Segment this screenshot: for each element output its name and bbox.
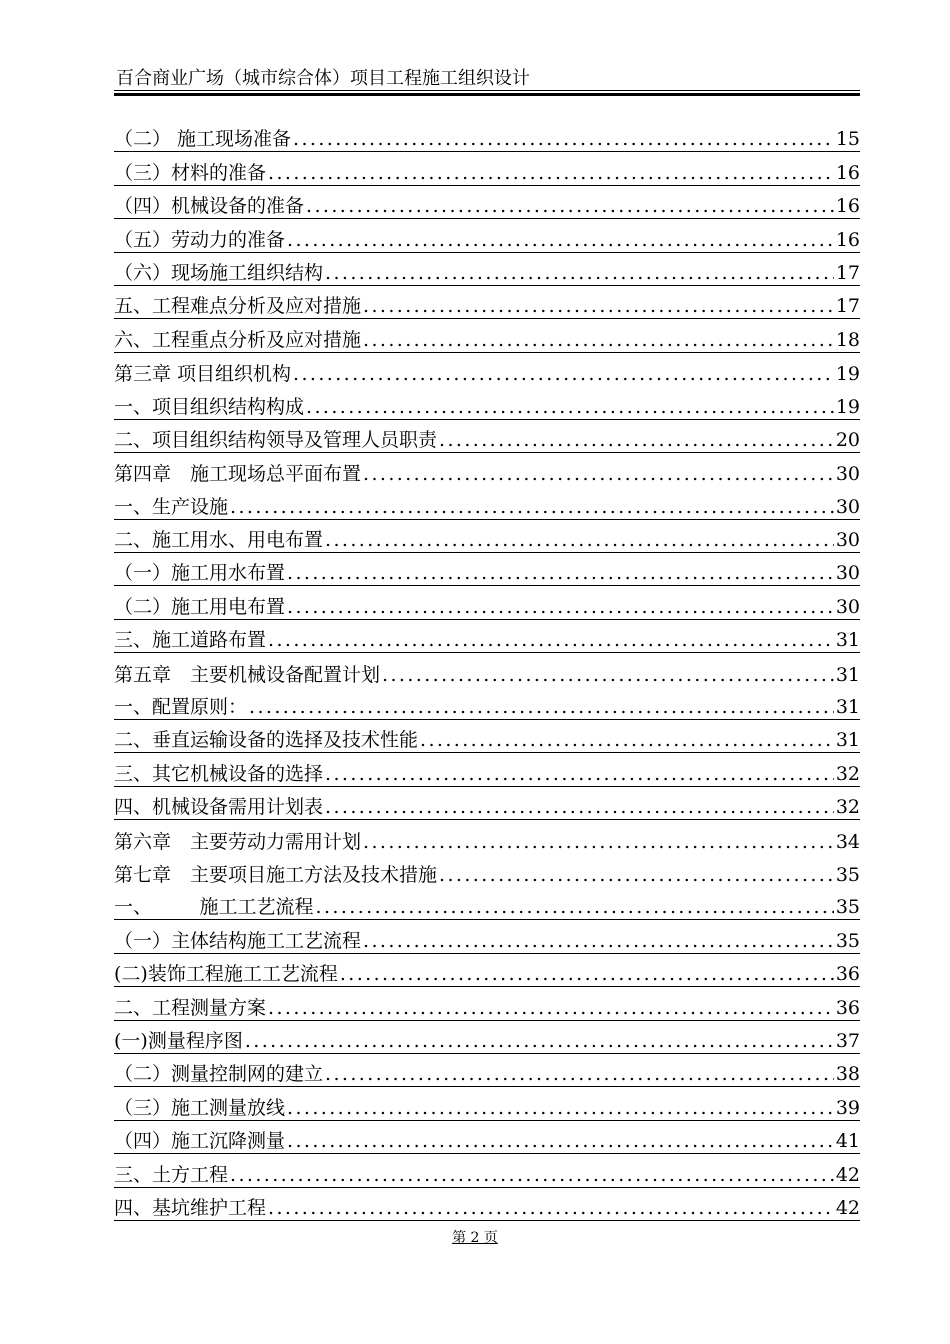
toc-entry[interactable] [114, 589, 860, 622]
toc-entry-label: 第五章 主要机械设备配置计划 [114, 663, 381, 686]
toc-entry[interactable] [114, 122, 860, 155]
toc-entry-page: 36 [835, 963, 860, 986]
toc-entry [114, 656, 860, 689]
toc-entry [114, 456, 860, 489]
toc-entry[interactable] [114, 322, 860, 355]
toc-entry[interactable] [114, 1191, 860, 1224]
toc-dot-leader [340, 962, 834, 986]
toc-dot-leader [363, 328, 834, 352]
toc-entry-label: 二、垂直运输设备的选择及技术性能 [114, 729, 419, 752]
toc-entry[interactable] [114, 389, 860, 422]
toc-dot-leader [363, 929, 834, 953]
toc-entry-page: 17 [835, 261, 860, 284]
toc-dot-leader [230, 1163, 834, 1187]
toc-entry-page: 16 [835, 161, 860, 184]
toc-entry [114, 823, 860, 856]
toc-entry-page: 30 [835, 529, 860, 552]
page-footer [0, 1227, 950, 1247]
toc-entry-label: 三、土方工程 [114, 1163, 229, 1186]
toc-entry-line [114, 1163, 860, 1188]
document-title: 百合商业广场（城市综合体）项目工程施工组织设计 [116, 68, 530, 89]
toc-entry-line [114, 428, 860, 453]
toc-entry[interactable] [114, 923, 860, 956]
toc-entry-page: 35 [835, 896, 860, 919]
toc-entry-label: 二、工程测量方案 [114, 996, 267, 1019]
toc-entry-line [114, 528, 860, 553]
toc-entry-label: 一、项目组织结构构成 [114, 395, 305, 418]
toc-dot-leader [325, 261, 834, 285]
toc-entry-label: 一、配置原则： [114, 696, 248, 719]
toc-entry-label: （三）材料的准备 [114, 161, 267, 184]
header-rule-thick [114, 93, 860, 96]
toc-entry[interactable] [114, 155, 860, 188]
toc-entry[interactable] [114, 222, 860, 255]
toc-entry-label: (一)测量程序图 [114, 1029, 243, 1052]
toc-dot-leader [325, 1062, 834, 1086]
toc-entry-line [114, 228, 860, 253]
toc-entry [114, 857, 860, 890]
toc-entry-page: 18 [835, 328, 860, 351]
toc-entry-page: 34 [835, 830, 860, 853]
toc-dot-leader [268, 1196, 834, 1220]
toc-dot-leader [287, 595, 834, 619]
toc-entry-label: 三、施工道路布置 [114, 629, 267, 652]
toc-entry-label: 第七章 主要项目施工方法及技术措施 [114, 863, 438, 886]
toc-entry-line [114, 595, 860, 620]
toc-entry-line [114, 795, 860, 820]
toc-dot-leader [325, 762, 834, 786]
toc-entry-page: 31 [835, 629, 860, 652]
toc-dot-leader [287, 1096, 834, 1120]
toc-entry-line [114, 1029, 860, 1054]
toc-entry-line [114, 830, 860, 854]
toc-entry-label: （二）施工用电布置 [114, 595, 286, 618]
table-of-contents [114, 122, 860, 1224]
toc-entry[interactable] [114, 1157, 860, 1190]
toc-entry[interactable] [114, 289, 860, 322]
toc-entry-label: （四）施工沉降测量 [114, 1130, 286, 1153]
toc-entry-page: 30 [835, 495, 860, 518]
toc-entry-line [114, 996, 860, 1021]
toc-entry-line [114, 863, 860, 887]
toc-dot-leader [287, 228, 834, 252]
toc-entry-label: 二、施工用水、用电布置 [114, 529, 324, 552]
toc-dot-leader [268, 996, 834, 1020]
toc-entry[interactable] [114, 523, 860, 556]
toc-entry-label: 第四章 施工现场总平面布置 [114, 463, 362, 486]
toc-entry-line [114, 127, 860, 152]
toc-dot-leader [382, 663, 834, 687]
toc-entry-label: （四）机械设备的准备 [114, 195, 305, 218]
toc-dot-leader [439, 428, 834, 452]
toc-entry-line [114, 1196, 860, 1221]
toc-dot-leader [439, 863, 834, 887]
toc-entry-page: 38 [835, 1063, 860, 1086]
toc-entry[interactable] [114, 623, 860, 656]
toc-entry-label: 四、机械设备需用计划表 [114, 796, 324, 819]
toc-entry-page: 39 [835, 1096, 860, 1119]
toc-dot-leader [293, 362, 834, 386]
toc-entry-page: 42 [835, 1163, 860, 1186]
toc-entry-page: 31 [835, 696, 860, 719]
toc-entry-label: （一）主体结构施工工艺流程 [114, 929, 362, 952]
toc-entry-page: 32 [835, 762, 860, 785]
toc-dot-leader [363, 462, 834, 486]
toc-entry-label: （一）施工用水布置 [114, 562, 286, 585]
toc-entry-page: 35 [835, 929, 860, 952]
toc-entry[interactable] [114, 1090, 860, 1123]
toc-entry-line [114, 462, 860, 486]
toc-entry-page: 32 [835, 796, 860, 819]
toc-entry-line [114, 929, 860, 954]
toc-entry-page: 30 [835, 562, 860, 585]
toc-entry[interactable] [114, 489, 860, 522]
toc-entry-line [114, 1062, 860, 1087]
toc-entry-page: 30 [835, 595, 860, 618]
toc-entry[interactable] [114, 990, 860, 1023]
toc-entry-line [114, 261, 860, 286]
header-rule-thin [114, 90, 860, 91]
toc-entry[interactable] [114, 1024, 860, 1057]
toc-dot-leader [306, 194, 834, 218]
toc-entry-line [114, 1096, 860, 1121]
toc-entry[interactable] [114, 1124, 860, 1157]
toc-entry-line [114, 628, 860, 653]
toc-entry-line [114, 495, 860, 520]
toc-dot-leader [325, 528, 834, 552]
page-number: 第 2 页 [452, 1230, 498, 1246]
toc-entry[interactable] [114, 256, 860, 289]
toc-entry[interactable] [114, 723, 860, 756]
toc-entry-page: 15 [835, 128, 860, 151]
toc-dot-leader [230, 495, 834, 519]
toc-entry-line [114, 362, 860, 386]
toc-entry-page: 16 [835, 195, 860, 218]
toc-entry-line [114, 328, 860, 353]
toc-dot-leader [268, 161, 834, 185]
toc-entry-page: 35 [835, 863, 860, 886]
toc-entry[interactable] [114, 189, 860, 222]
toc-entry-page: 17 [835, 295, 860, 318]
toc-entry-page: 42 [835, 1196, 860, 1219]
toc-entry-page: 31 [835, 663, 860, 686]
toc-entry-page: 36 [835, 996, 860, 1019]
toc-entry-line [114, 194, 860, 219]
toc-entry-label: 一、生产设施 [114, 495, 229, 518]
toc-entry[interactable] [114, 1057, 860, 1090]
toc-entry-label: （二） 施工现场准备 [114, 128, 292, 151]
toc-entry-label: 第三章 项目组织机构 [114, 363, 292, 386]
toc-entry-page: 30 [835, 463, 860, 486]
toc-entry-label: （六）现场施工组织结构 [114, 261, 324, 284]
toc-entry-line [114, 663, 860, 687]
toc-entry[interactable] [114, 690, 860, 723]
toc-entry-page: 31 [835, 729, 860, 752]
toc-entry-label: 六、工程重点分析及应对措施 [114, 328, 362, 351]
toc-dot-leader [249, 695, 834, 719]
toc-entry-line [114, 962, 860, 987]
toc-entry-page: 16 [835, 228, 860, 251]
page-header [114, 62, 860, 94]
toc-dot-leader [316, 895, 834, 919]
toc-entry-label: (二)装饰工程施工工艺流程 [114, 963, 338, 986]
toc-entry-page: 19 [835, 363, 860, 386]
toc-dot-leader [287, 1129, 834, 1153]
toc-entry-page: 37 [835, 1029, 860, 1052]
toc-entry-line [114, 1129, 860, 1154]
toc-entry-line [114, 762, 860, 787]
toc-dot-leader [363, 294, 834, 318]
toc-entry-line [114, 561, 860, 586]
toc-entry-line [114, 728, 860, 753]
toc-entry-line [114, 294, 860, 319]
toc-dot-leader [287, 561, 834, 585]
toc-entry-label: 三、其它机械设备的选择 [114, 762, 324, 785]
toc-entry-line [114, 161, 860, 186]
toc-entry[interactable] [114, 790, 860, 823]
toc-entry[interactable] [114, 890, 860, 923]
toc-dot-leader [268, 628, 834, 652]
toc-entry [114, 356, 860, 389]
toc-entry-label: 一、 施工工艺流程 [114, 896, 314, 919]
toc-dot-leader [325, 795, 834, 819]
toc-entry-page: 20 [835, 428, 860, 451]
toc-entry[interactable] [114, 556, 860, 589]
toc-entry-page: 41 [835, 1130, 860, 1153]
toc-entry-label: 四、基坑维护工程 [114, 1196, 267, 1219]
toc-entry[interactable] [114, 423, 860, 456]
toc-entry-label: （二）测量控制网的建立 [114, 1063, 324, 1086]
toc-entry[interactable] [114, 756, 860, 789]
toc-entry-label: （三）施工测量放线 [114, 1096, 286, 1119]
toc-entry-page: 19 [835, 395, 860, 418]
toc-dot-leader [306, 395, 834, 419]
toc-entry-label: 二、项目组织结构领导及管理人员职责 [114, 428, 438, 451]
toc-entry-line [114, 695, 860, 720]
toc-dot-leader [363, 830, 834, 854]
toc-dot-leader [245, 1029, 834, 1053]
toc-entry-label: 第六章 主要劳动力需用计划 [114, 830, 362, 853]
toc-entry[interactable] [114, 957, 860, 990]
toc-entry-label: 五、工程难点分析及应对措施 [114, 295, 362, 318]
toc-entry-line [114, 895, 860, 920]
toc-entry-line [114, 395, 860, 420]
toc-dot-leader [420, 728, 834, 752]
toc-entry-label: （五）劳动力的准备 [114, 228, 286, 251]
toc-dot-leader [293, 127, 834, 151]
